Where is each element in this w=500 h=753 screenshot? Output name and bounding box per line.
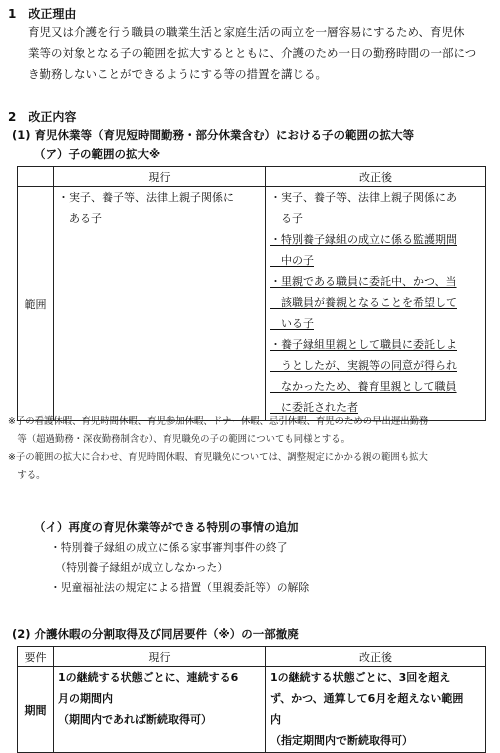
subsection1-title: (1) 育児休業等（育児短時間勤務・部分休業含む）における子の範囲の拡大等	[12, 128, 415, 142]
subsection2-title: (2) 介護休暇の分割取得及び同居要件（※）の一部撤廃	[12, 627, 299, 641]
table2-current-cell	[54, 667, 266, 753]
table1-revised-line: ・実子、養子等、法律上親子関係にあ	[270, 191, 457, 204]
subsection1a-title: （ア）子の範囲の拡大※	[34, 147, 161, 161]
table2-row-label: 期間	[18, 667, 54, 753]
section1-line: 業等の対象となる子の範囲を拡大するとともに、介護のため一日の勤務時間の一部につ	[28, 46, 477, 60]
table1-current-line: ・実子、養子等、法律上親子関係に	[58, 191, 234, 204]
table2-revised-line: 内	[270, 713, 281, 726]
section1-heading: 1 改正理由	[8, 7, 77, 21]
table2-header-revised: 改正後	[266, 647, 486, 667]
section1-line: き勤務しないことができるようにする等の措置を講じる。	[28, 67, 327, 81]
table2-current-line: 月の期間内	[58, 692, 113, 705]
table1-revised-line: ・里親である職員に委託中、かつ、当	[270, 275, 457, 288]
list-item: （特別養子縁組が成立しなかった）	[50, 561, 229, 574]
table1-revised-line: 該職員が養親となることを希望して	[270, 296, 457, 309]
list-item: ・児童福祉法の規定による措置（里親委託等）の解除	[50, 581, 310, 594]
table1-current-cell	[54, 187, 266, 421]
table1-revised-line: る子	[270, 212, 303, 225]
table1-revised-line: に委託された者	[270, 401, 358, 414]
table1-header-blank	[18, 167, 54, 187]
table1-revised-line: なかったため、養育里親として職員	[270, 380, 457, 393]
table1-revised-line: ・養子縁組里親として職員に委託しよ	[270, 338, 457, 351]
table1-header-revised: 改正後	[266, 167, 486, 187]
table1-revised-line: うとしたが、実親等の同意が得られ	[270, 359, 457, 372]
table2-revised-line: （指定期間内で断続取得可）	[270, 734, 413, 747]
table2-header-current: 現行	[54, 647, 266, 667]
section2-heading: 2 改正内容	[8, 110, 77, 124]
child-scope-table	[17, 166, 486, 421]
note-line: する。	[8, 470, 46, 481]
section1-line: 育児又は介護を行う職員の職業生活と家庭生活の両立を一層容易にするため、育児休	[28, 25, 465, 39]
table1-revised-cell	[266, 187, 486, 421]
table1-header-current: 現行	[54, 167, 266, 187]
care-leave-table	[17, 646, 486, 753]
list-item: ・特別養子縁組の成立に係る家事審判事件の終了	[50, 541, 288, 554]
subsection1b-title: （イ）再度の育児休業等ができる特別の事情の追加	[34, 520, 299, 534]
table1-row-label: 範囲	[18, 187, 54, 421]
subsection1b-list	[50, 538, 309, 598]
table2-revised-cell	[266, 667, 486, 753]
table2-header-requirement: 要件	[18, 647, 54, 667]
table1-revised-line: ・特別養子縁組の成立に係る監護期間	[270, 233, 457, 246]
table2-revised-line: 1の継続する状態ごとに、3回を超え	[270, 671, 451, 684]
table1-revised-line: いる子	[270, 317, 314, 330]
table2-revised-line: ず、かつ、通算して6月を超えない範囲	[270, 692, 464, 705]
note-line: 等（超過勤務・深夜勤務制含む）、育児職免の子の範囲についても同様とする。	[8, 434, 350, 445]
note-line: ※子の範囲の拡大に合わせ、育児時間休暇、育児職免については、調整規定にかかる親の範囲も拡大	[8, 452, 428, 463]
note-line: ※子の看護休暇、育児時間休暇、育児参加休暇、ドナー休暇、忌引休暇、育児のための早出遅出勤務	[8, 416, 429, 427]
notes-block	[8, 413, 498, 485]
table1-current-line: ある子	[58, 212, 102, 225]
table2-current-line: （期間内であれば断続取得可）	[58, 713, 212, 726]
table1-revised-line: 中の子	[270, 254, 314, 267]
table2-current-line: 1の継続する状態ごとに、連続する6	[58, 671, 239, 684]
section1-body	[28, 22, 498, 85]
